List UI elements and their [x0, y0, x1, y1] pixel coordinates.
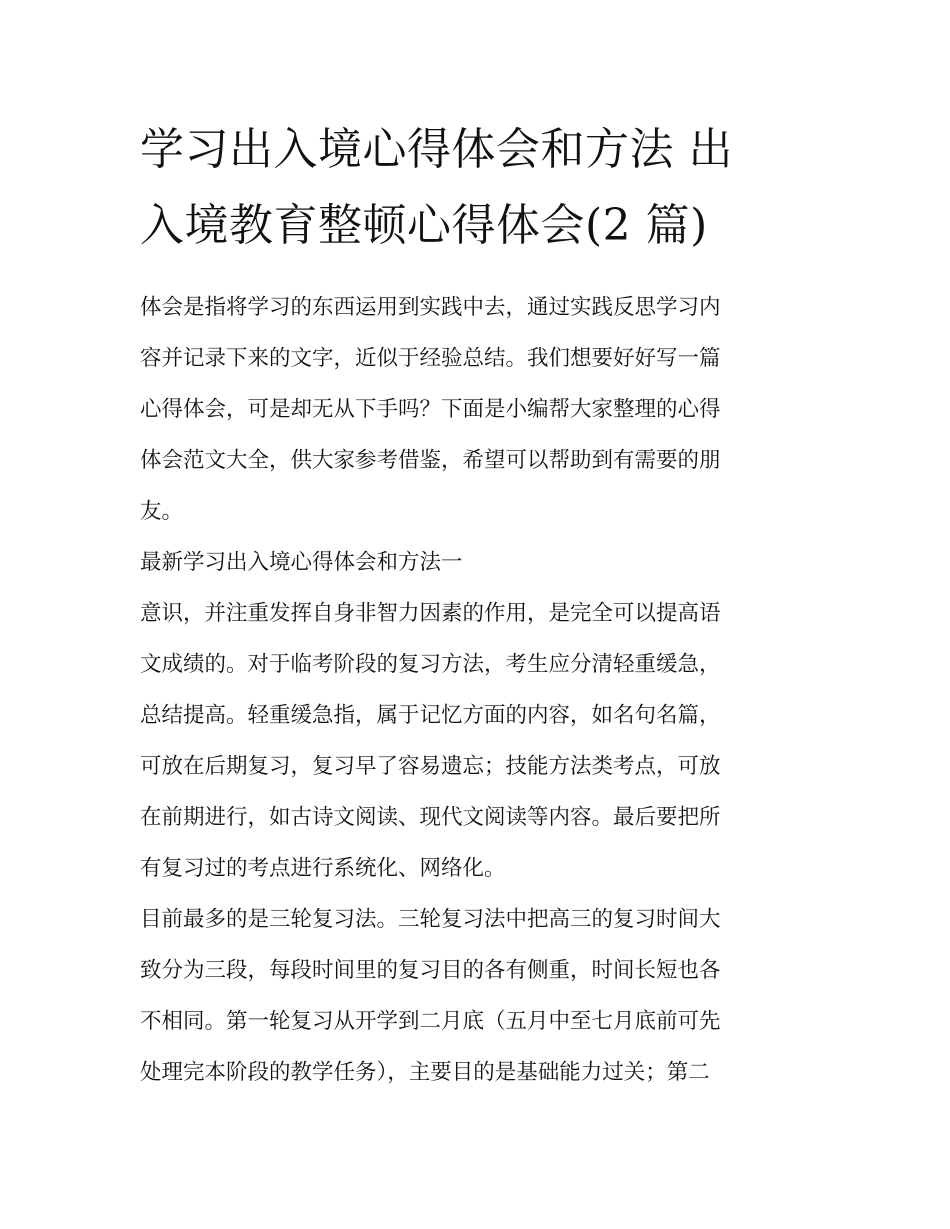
text-line: 不相同。第一轮复习从开学到二月底（五月中至七月底前可先 [140, 1009, 721, 1034]
text-line: 总结提高。轻重缓急指，属于记忆方面的内容，如名句名篇， [140, 703, 721, 728]
text-line: 目前最多的是三轮复习法。三轮复习法中把高三的复习时间大 [140, 907, 721, 932]
intro-paragraph [140, 282, 812, 537]
text-line: 意识，并注重发挥自身非智力因素的作用，是完全可以提高语 [140, 601, 721, 626]
title-line: 学习出入境心得体会和方法 出 [140, 124, 733, 175]
body-paragraph-1 [140, 588, 812, 894]
text-line: 处理完本阶段的教学任务），主要目的是基础能力过关；第二 [140, 1060, 710, 1085]
body-paragraph-2 [140, 894, 812, 1098]
text-line: 致分为三段，每段时间里的复习目的各有侧重，时间长短也各 [140, 958, 721, 983]
text-line: 可放在后期复习，复习早了容易遗忘；技能方法类考点，可放 [140, 754, 721, 779]
section-heading [140, 537, 812, 588]
text-line: 文成绩的。对于临考阶段的复习方法，考生应分清轻重缓急， [140, 652, 721, 677]
title-line: 入境教育整顿心得体会(2 篇) [140, 200, 708, 251]
text-line: 体会范文大全，供大家参考借鉴，希望可以帮助到有需要的朋 [140, 448, 721, 473]
text-line: 在前期进行，如古诗文阅读、现代文阅读等内容。最后要把所 [140, 805, 721, 830]
text-line: 有复习过的考点进行系统化、网络化。 [140, 856, 506, 881]
text-line: 容并记录下来的文字，近似于经验总结。我们想要好好写一篇 [140, 346, 721, 371]
text-line: 心得体会，可是却无从下手吗？下面是小编帮大家整理的心得 [140, 397, 721, 422]
text-line: 友。 [140, 499, 184, 524]
document-title [140, 112, 810, 264]
text-line: 体会是指将学习的东西运用到实践中去，通过实践反思学习内 [140, 295, 721, 320]
section-heading-text: 最新学习出入境心得体会和方法一 [140, 550, 463, 575]
document-body [140, 282, 812, 1098]
